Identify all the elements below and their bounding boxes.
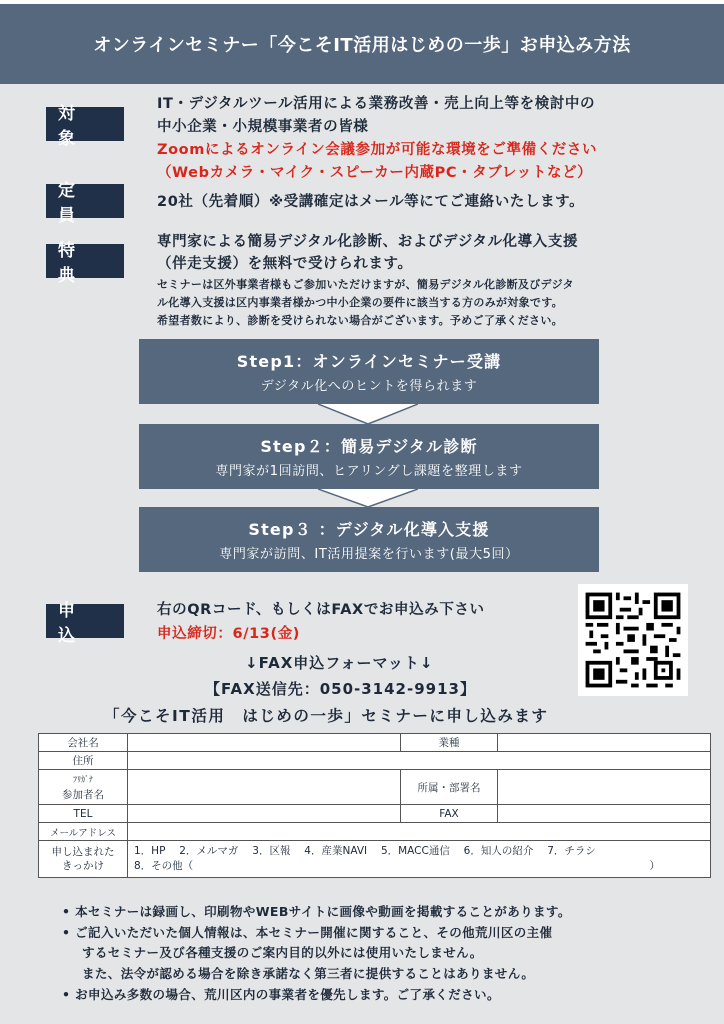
- step-1-desc: デジタル化へのヒントを得られます: [260, 379, 478, 394]
- fax-label: FAX: [401, 805, 498, 823]
- note-2: • ご記入いただいた個人情報は、本セミナー開催に関すること、その他荒川区の主催: [62, 925, 553, 940]
- page-title: オンラインセミナー「今こそIT活用はじめの一歩」お申込み方法: [0, 4, 724, 84]
- step-2-box: [139, 424, 599, 489]
- note-1: • 本セミナーは録画し、印刷物やWEBサイトに画像や動画を掲載することがあります。: [62, 904, 571, 919]
- step-3-box: [139, 507, 599, 572]
- participant-field[interactable]: [128, 770, 401, 805]
- note-3: また、法令が認める場合を除き承諾なく第三者に提供することはありません。: [82, 966, 535, 981]
- email-field[interactable]: [128, 823, 711, 841]
- application-form: [38, 733, 711, 878]
- benefit-small-3: 希望者数により、診断を受けられない場合がございます。予めご了承ください。: [157, 314, 563, 327]
- note-2-cont: するセミナー及び各種支援のご案内目的以外には使用いたしません。: [82, 945, 483, 960]
- qr-code-graphic: [578, 584, 688, 696]
- fax-field[interactable]: [498, 805, 711, 823]
- qr-code-icon[interactable]: [578, 584, 688, 696]
- apply-line-1: 右のQRコード、もしくはFAXでお申込み下さい: [157, 602, 485, 618]
- apply-tag: 申 込: [46, 604, 124, 638]
- target-line-2: 中小企業・小規模事業者の皆様: [157, 119, 369, 135]
- step-1-title: Step1：オンラインセミナー受講: [236, 352, 502, 371]
- participant-name-label: 参加者名: [62, 788, 104, 801]
- target-line-1: IT・デジタルツール活用による業務改善・売上向上等を検討中の: [157, 96, 596, 112]
- industry-field[interactable]: [498, 734, 711, 752]
- trigger-label: [39, 841, 128, 878]
- capacity-text: 20社（先着順）※受講確定はメール等にてご連絡いたします。: [157, 194, 585, 210]
- address-label: 住所: [39, 752, 128, 770]
- step-1-box: [139, 339, 599, 404]
- trigger-options-line-2: 8．その他（: [134, 860, 194, 872]
- step-3-desc: 専門家が訪問、IT活用提案を行います(最大5回）: [219, 547, 519, 562]
- participant-label: [39, 770, 128, 805]
- tel-label: TEL: [39, 805, 128, 823]
- furigana-label: ﾌﾘｶﾞﾅ: [73, 774, 93, 784]
- note-4: • お申込み多数の場合、荒川区内の事業者を優先します。ご了承ください。: [62, 987, 500, 1002]
- tel-field[interactable]: [128, 805, 401, 823]
- apply-deadline: 申込締切：6/13(金): [157, 626, 301, 642]
- target-note-2: （Webカメラ・マイク・スピーカー内蔵PC・タブレットなど）: [157, 165, 593, 181]
- industry-label: 業種: [401, 734, 498, 752]
- down-chevron-arrow-icon: [318, 489, 418, 507]
- company-field[interactable]: [128, 734, 401, 752]
- company-label: 会社名: [39, 734, 128, 752]
- trigger-options[interactable]: [128, 841, 711, 878]
- benefit-line-2: （伴走支援）を無料で受けられます。: [157, 256, 413, 272]
- address-field[interactable]: [128, 752, 711, 770]
- capacity-tag: 定 員: [46, 184, 124, 218]
- fax-number: 【FAX送信先：050-3142-9913】: [205, 680, 476, 698]
- benefit-small-1: セミナーは区外事業者様もご参加いただけますが、簡易デジタル化診断及びデジタ: [157, 278, 574, 291]
- form-headline: 「今こそIT活用 はじめの一歩」セミナーに申し込みます: [104, 707, 549, 725]
- step-3-title: Step３ ：デジタル化導入支援: [248, 520, 490, 539]
- department-label: 所属・部署名: [401, 770, 498, 805]
- target-tag: 対 象: [46, 107, 124, 141]
- step-2-desc: 専門家が1回訪問、ヒアリングし課題を整理します: [215, 464, 523, 479]
- trigger-label-line-2: きっかけ: [62, 860, 104, 872]
- department-field[interactable]: [498, 770, 711, 805]
- benefit-line-1: 専門家による簡易デジタル化診断、およびデジタル化導入支援: [157, 234, 579, 250]
- benefit-small-2: ル化導入支援は区内事業者様かつ中小企業の要件に該当する方のみが対象です。: [157, 296, 563, 309]
- benefit-tag: 特 典: [46, 244, 124, 278]
- down-chevron-arrow-icon: [318, 404, 418, 424]
- email-label: メールアドレス: [39, 823, 128, 841]
- trigger-options-close: ）: [649, 860, 660, 872]
- trigger-label-line-1: 申し込まれた: [51, 846, 115, 858]
- target-note-1: Zoomによるオンライン会議参加が可能な環境をご準備ください: [157, 142, 598, 158]
- fax-format-label: ↓FAX申込フォーマット↓: [245, 654, 434, 672]
- trigger-options-line-1: 1．HP 2．メルマガ 3．区報 4．産業NAVI 5．MACC通信 6．知人の紹介 7．チラシ: [134, 845, 596, 857]
- step-2-title: Step２：簡易デジタル診断: [260, 437, 478, 456]
